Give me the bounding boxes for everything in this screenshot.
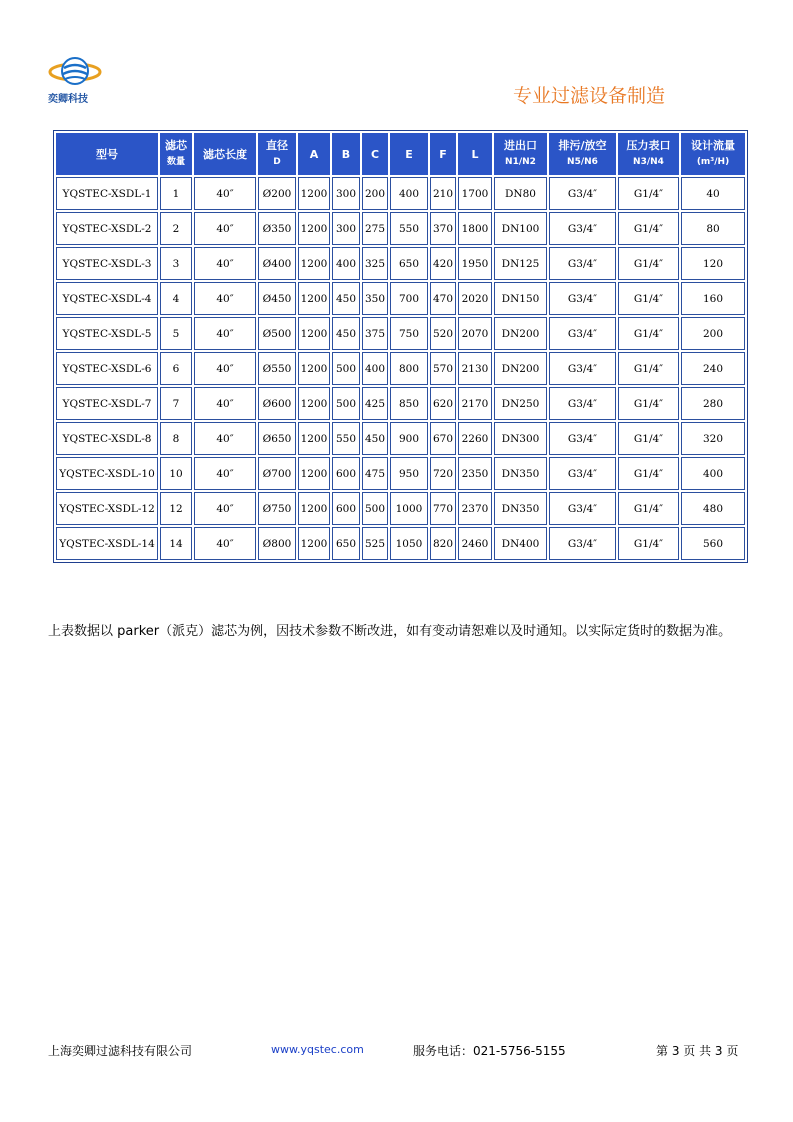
table-cell: 1200 <box>298 527 330 560</box>
column-header <box>681 133 745 175</box>
table-cell: 200 <box>362 177 388 210</box>
table-cell: G1/4″ <box>618 212 679 245</box>
table-cell: 620 <box>430 387 456 420</box>
table-cell: 450 <box>362 422 388 455</box>
table-cell: 300 <box>332 212 360 245</box>
table-cell: 1200 <box>298 352 330 385</box>
column-header-line: L <box>471 147 479 161</box>
table-cell: 800 <box>390 352 428 385</box>
table-cell: Ø500 <box>258 317 296 350</box>
table-cell: DN400 <box>494 527 547 560</box>
table-cell: 820 <box>430 527 456 560</box>
table-cell: G1/4″ <box>618 422 679 455</box>
table-cell: 2130 <box>458 352 492 385</box>
table-cell: 950 <box>390 457 428 490</box>
table-cell: 750 <box>390 317 428 350</box>
table-cell: 1200 <box>298 282 330 315</box>
column-header-line: 滤芯 <box>165 139 187 152</box>
column-header-line: 进出口 <box>504 139 537 152</box>
column-header <box>298 133 330 175</box>
table-cell: G3/4″ <box>549 282 616 315</box>
table-cell: 2370 <box>458 492 492 525</box>
table-cell: 1200 <box>298 317 330 350</box>
footer-page-number: 第 3 页 共 3 页 <box>656 1044 739 1058</box>
table-cell: 2260 <box>458 422 492 455</box>
table-cell: 1200 <box>298 212 330 245</box>
footer-url-link[interactable]: www.yqstec.com <box>271 1043 364 1056</box>
table-cell: Ø800 <box>258 527 296 560</box>
table-cell: YQSTEC-XSDL-7 <box>56 387 158 420</box>
table-cell: 2 <box>160 212 192 245</box>
column-header-line: C <box>370 147 380 161</box>
table-cell: 40″ <box>194 177 256 210</box>
table-cell: 700 <box>390 282 428 315</box>
table-cell: Ø200 <box>258 177 296 210</box>
table-row <box>56 422 745 455</box>
table-cell: YQSTEC-XSDL-1 <box>56 177 158 210</box>
table-cell: 600 <box>332 457 360 490</box>
table-row <box>56 317 745 350</box>
table-cell: 1800 <box>458 212 492 245</box>
table-cell: 480 <box>681 492 745 525</box>
table-cell: 40″ <box>194 527 256 560</box>
table-cell: 475 <box>362 457 388 490</box>
table-cell: DN350 <box>494 457 547 490</box>
table-cell: 10 <box>160 457 192 490</box>
table-cell: 570 <box>430 352 456 385</box>
table-cell: YQSTEC-XSDL-14 <box>56 527 158 560</box>
table-row <box>56 492 745 525</box>
column-header-line: E <box>405 147 413 161</box>
table-cell: G1/4″ <box>618 177 679 210</box>
table-cell: 500 <box>362 492 388 525</box>
table-cell: 120 <box>681 247 745 280</box>
table-cell: 40″ <box>194 352 256 385</box>
header-slogan: 专业过滤设备制造 <box>513 85 666 107</box>
column-header <box>430 133 456 175</box>
table-cell: DN350 <box>494 492 547 525</box>
table-cell: YQSTEC-XSDL-6 <box>56 352 158 385</box>
table-cell: 1200 <box>298 422 330 455</box>
table-cell: 1200 <box>298 457 330 490</box>
table-cell: 200 <box>681 317 745 350</box>
table-cell: G3/4″ <box>549 177 616 210</box>
table-cell: Ø550 <box>258 352 296 385</box>
table-cell: G1/4″ <box>618 457 679 490</box>
column-header-line: F <box>439 147 447 161</box>
column-header-line: N3/N4 <box>633 157 664 167</box>
table-cell: 2460 <box>458 527 492 560</box>
table-cell: 7 <box>160 387 192 420</box>
column-header <box>194 133 256 175</box>
table-cell: 500 <box>332 352 360 385</box>
column-header <box>258 133 296 175</box>
table-cell: G1/4″ <box>618 352 679 385</box>
table-cell: 40″ <box>194 492 256 525</box>
table-cell: G3/4″ <box>549 247 616 280</box>
table-cell: 275 <box>362 212 388 245</box>
table-cell: Ø450 <box>258 282 296 315</box>
column-header <box>332 133 360 175</box>
table-cell: 40″ <box>194 387 256 420</box>
table-cell: DN200 <box>494 317 547 350</box>
column-header-line: A <box>309 147 319 161</box>
table-cell: 550 <box>390 212 428 245</box>
column-header-line: 压力表口 <box>626 139 671 152</box>
table-cell: DN200 <box>494 352 547 385</box>
table-cell: 550 <box>332 422 360 455</box>
table-cell: 850 <box>390 387 428 420</box>
table-cell: G3/4″ <box>549 352 616 385</box>
table-cell: G1/4″ <box>618 527 679 560</box>
table-cell: G1/4″ <box>618 492 679 525</box>
table-cell: G1/4″ <box>618 282 679 315</box>
table-cell: 400 <box>362 352 388 385</box>
table-cell: 40″ <box>194 422 256 455</box>
table-cell: 400 <box>390 177 428 210</box>
table-row <box>56 387 745 420</box>
table-row <box>56 212 745 245</box>
column-header <box>549 133 616 175</box>
table-cell: G1/4″ <box>618 387 679 420</box>
table-cell: 240 <box>681 352 745 385</box>
table-cell: 1200 <box>298 387 330 420</box>
table-cell: 560 <box>681 527 745 560</box>
table-cell: YQSTEC-XSDL-2 <box>56 212 158 245</box>
table-cell: 80 <box>681 212 745 245</box>
table-cell: YQSTEC-XSDL-8 <box>56 422 158 455</box>
table-cell: 1 <box>160 177 192 210</box>
table-cell: 3 <box>160 247 192 280</box>
spec-table <box>53 130 748 563</box>
table-body <box>56 177 745 560</box>
table-cell: 320 <box>681 422 745 455</box>
table-row <box>56 527 745 560</box>
table-cell: 40″ <box>194 212 256 245</box>
column-header-line: 型号 <box>96 147 118 161</box>
column-header-line: N1/N2 <box>505 157 536 167</box>
table-cell: 8 <box>160 422 192 455</box>
table-cell: 650 <box>390 247 428 280</box>
column-header <box>362 133 388 175</box>
table-cell: 6 <box>160 352 192 385</box>
column-header-line: 直径 <box>266 139 288 152</box>
table-cell: 1200 <box>298 492 330 525</box>
table-cell: 670 <box>430 422 456 455</box>
table-cell: Ø600 <box>258 387 296 420</box>
table-cell: Ø350 <box>258 212 296 245</box>
table-cell: YQSTEC-XSDL-4 <box>56 282 158 315</box>
table-cell: 325 <box>362 247 388 280</box>
column-header <box>390 133 428 175</box>
table-cell: 1200 <box>298 177 330 210</box>
table-cell: G3/4″ <box>549 422 616 455</box>
table-row <box>56 247 745 280</box>
table-cell: YQSTEC-XSDL-5 <box>56 317 158 350</box>
table-cell: 1050 <box>390 527 428 560</box>
table-cell: 160 <box>681 282 745 315</box>
table-cell: G3/4″ <box>549 527 616 560</box>
table-cell: 450 <box>332 282 360 315</box>
table-cell: 450 <box>332 317 360 350</box>
table-cell: 2020 <box>458 282 492 315</box>
table-cell: DN100 <box>494 212 547 245</box>
table-cell: 40″ <box>194 457 256 490</box>
table-cell: G3/4″ <box>549 457 616 490</box>
table-cell: DN125 <box>494 247 547 280</box>
table-cell: 40″ <box>194 317 256 350</box>
table-cell: 400 <box>332 247 360 280</box>
table-cell: 1200 <box>298 247 330 280</box>
table-cell: YQSTEC-XSDL-12 <box>56 492 158 525</box>
table-cell: 770 <box>430 492 456 525</box>
column-header-line: N5/N6 <box>567 157 598 167</box>
table-cell: G1/4″ <box>618 317 679 350</box>
column-header <box>618 133 679 175</box>
table-cell: Ø750 <box>258 492 296 525</box>
table-cell: DN250 <box>494 387 547 420</box>
table-cell: 600 <box>332 492 360 525</box>
table-cell: 425 <box>362 387 388 420</box>
table-cell: 210 <box>430 177 456 210</box>
footer-company: 上海奕卿过滤科技有限公司 <box>48 1044 193 1058</box>
table-cell: 2170 <box>458 387 492 420</box>
table-cell: G3/4″ <box>549 492 616 525</box>
table-cell: 375 <box>362 317 388 350</box>
table-cell: 300 <box>332 177 360 210</box>
table-cell: 470 <box>430 282 456 315</box>
globe-logo-icon <box>48 54 102 90</box>
table-cell: G1/4″ <box>618 247 679 280</box>
footer-phone: 服务电话：021-5756-5155 <box>413 1044 566 1058</box>
table-cell: 650 <box>332 527 360 560</box>
table-cell: 40 <box>681 177 745 210</box>
table-cell: G3/4″ <box>549 317 616 350</box>
table-cell: 1700 <box>458 177 492 210</box>
table-cell: 900 <box>390 422 428 455</box>
table-cell: Ø650 <box>258 422 296 455</box>
table-row <box>56 457 745 490</box>
table-cell: G3/4″ <box>549 387 616 420</box>
table-row <box>56 177 745 210</box>
table-cell: 40″ <box>194 282 256 315</box>
logo-text: 奕卿科技 <box>48 94 88 105</box>
table-cell: YQSTEC-XSDL-10 <box>56 457 158 490</box>
table-cell: 2350 <box>458 457 492 490</box>
table-cell: 720 <box>430 457 456 490</box>
table-cell: 12 <box>160 492 192 525</box>
table-cell: YQSTEC-XSDL-3 <box>56 247 158 280</box>
column-header-line: B <box>341 147 351 161</box>
table-cell: DN300 <box>494 422 547 455</box>
table-cell: 2070 <box>458 317 492 350</box>
table-note: 上表数据以 parker（派克）滤芯为例，因技术参数不断改进，如有变动请恕难以及时通知。以实际定货时的数据为准。 <box>48 624 732 639</box>
table-cell: 14 <box>160 527 192 560</box>
table-cell: 280 <box>681 387 745 420</box>
table-cell: 420 <box>430 247 456 280</box>
column-header <box>494 133 547 175</box>
column-header-line: 排污/放空 <box>558 139 607 152</box>
table-cell: 5 <box>160 317 192 350</box>
table-row <box>56 352 745 385</box>
column-header-line: 数量 <box>166 157 185 167</box>
table-cell: G3/4″ <box>549 212 616 245</box>
table-cell: 40″ <box>194 247 256 280</box>
table-cell: 350 <box>362 282 388 315</box>
table-cell: Ø400 <box>258 247 296 280</box>
table-cell: 525 <box>362 527 388 560</box>
table-cell: 1950 <box>458 247 492 280</box>
column-header-line: (m³/H) <box>696 157 730 167</box>
table-cell: 370 <box>430 212 456 245</box>
column-header-line: 设计流量 <box>691 139 735 152</box>
table-row <box>56 282 745 315</box>
table-cell: 520 <box>430 317 456 350</box>
table-cell: 400 <box>681 457 745 490</box>
table-cell: 500 <box>332 387 360 420</box>
table-cell: 1000 <box>390 492 428 525</box>
column-header <box>160 133 192 175</box>
company-logo <box>46 54 106 104</box>
table-cell: DN150 <box>494 282 547 315</box>
table-header-row <box>56 133 745 175</box>
column-header-line: D <box>273 157 281 167</box>
column-header <box>458 133 492 175</box>
column-header <box>56 133 158 175</box>
column-header-line: 滤芯长度 <box>203 147 247 161</box>
table-cell: 4 <box>160 282 192 315</box>
table-cell: Ø700 <box>258 457 296 490</box>
table-cell: DN80 <box>494 177 547 210</box>
